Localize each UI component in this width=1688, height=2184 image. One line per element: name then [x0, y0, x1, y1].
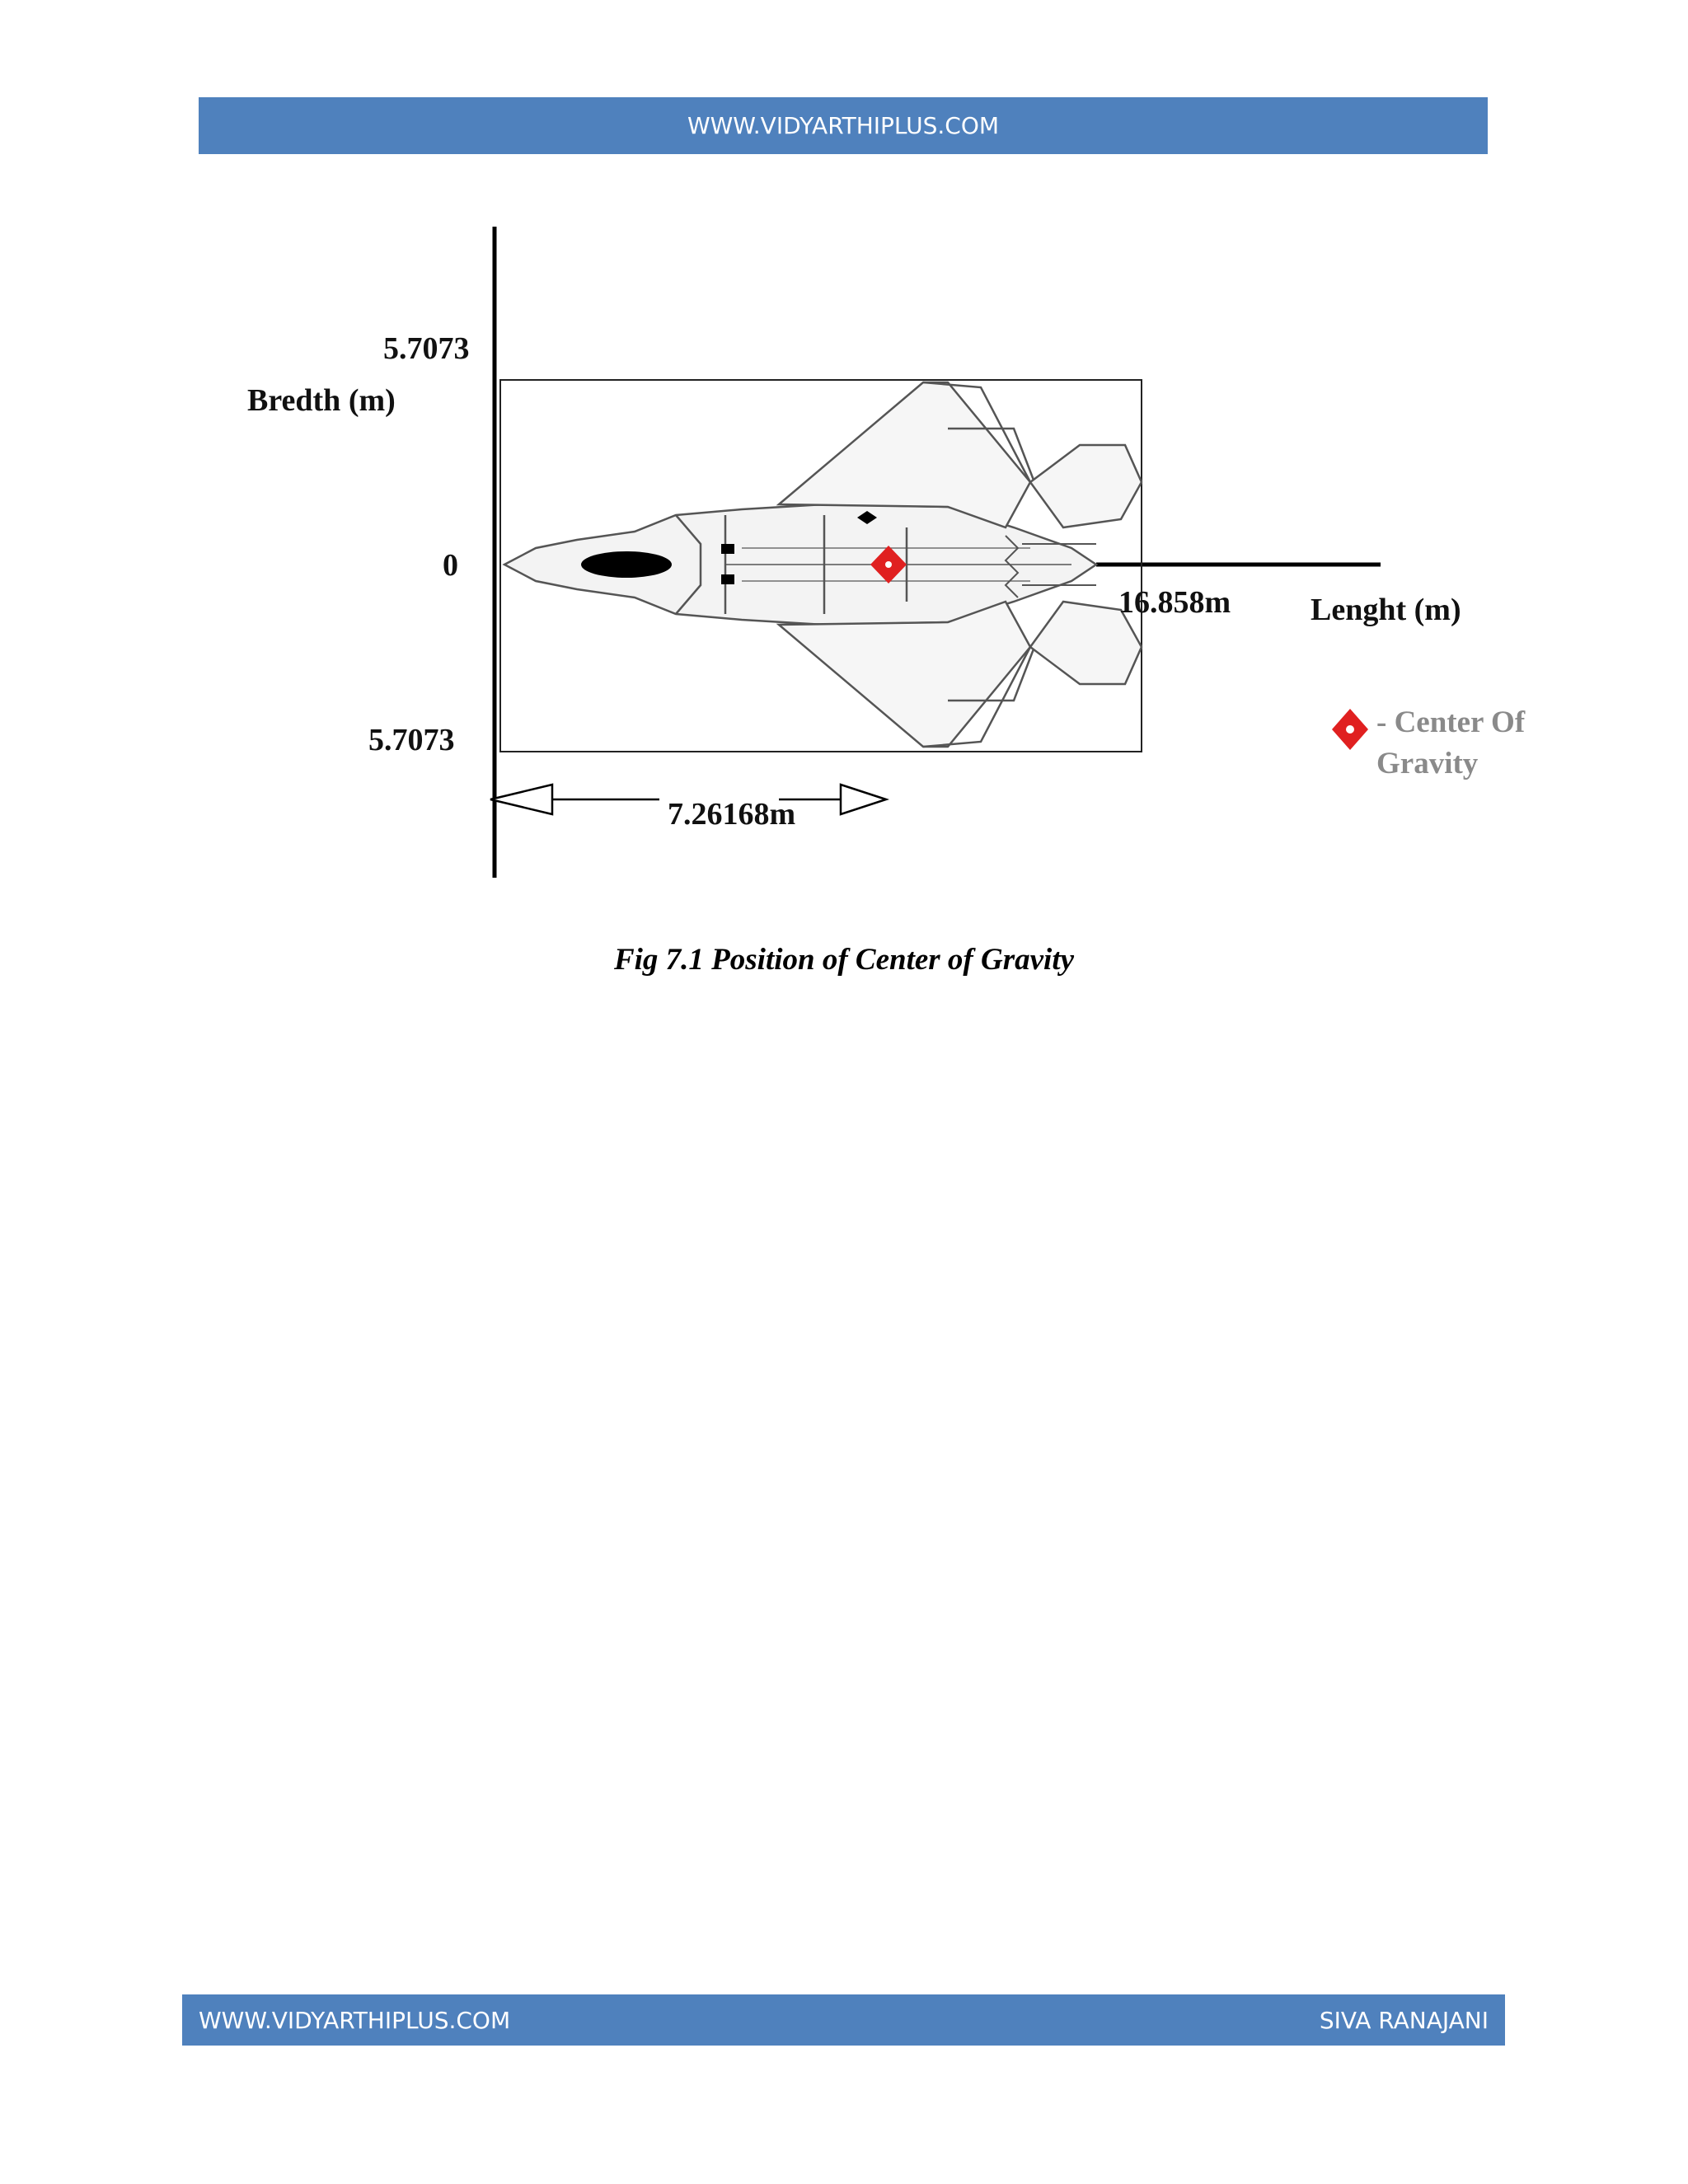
footer-band: [182, 1994, 1505, 2046]
aircraft-mark: [721, 574, 734, 584]
header-site-text: WWW.VIDYARTHIPLUS.COM: [687, 112, 1000, 139]
figure-caption: Fig 7.1 Position of Center of Gravity: [613, 943, 1075, 977]
legend: [1332, 705, 1526, 780]
length-value-label: 16.858m: [1118, 585, 1231, 620]
aircraft-canopy: [581, 551, 672, 578]
legend-label-line1: - Center Of: [1376, 705, 1526, 739]
bottom-value-label: 5.7073: [368, 723, 455, 757]
cg-figure: [0, 0, 1688, 923]
breadth-axis-label: Bredth (m): [247, 383, 396, 418]
legend-label-line2: Gravity: [1376, 747, 1479, 780]
footer-left-text: WWW.VIDYARTHIPLUS.COM: [199, 2006, 511, 2034]
aircraft-mark: [721, 544, 734, 554]
top-value-label: 5.7073: [383, 331, 470, 366]
zero-value-label: 0: [443, 548, 458, 583]
length-axis-label: Lenght (m): [1311, 593, 1461, 627]
footer-right-text: SIVA RANAJANI: [1319, 2006, 1489, 2034]
cg-distance-label: 7.26168m: [668, 797, 796, 832]
